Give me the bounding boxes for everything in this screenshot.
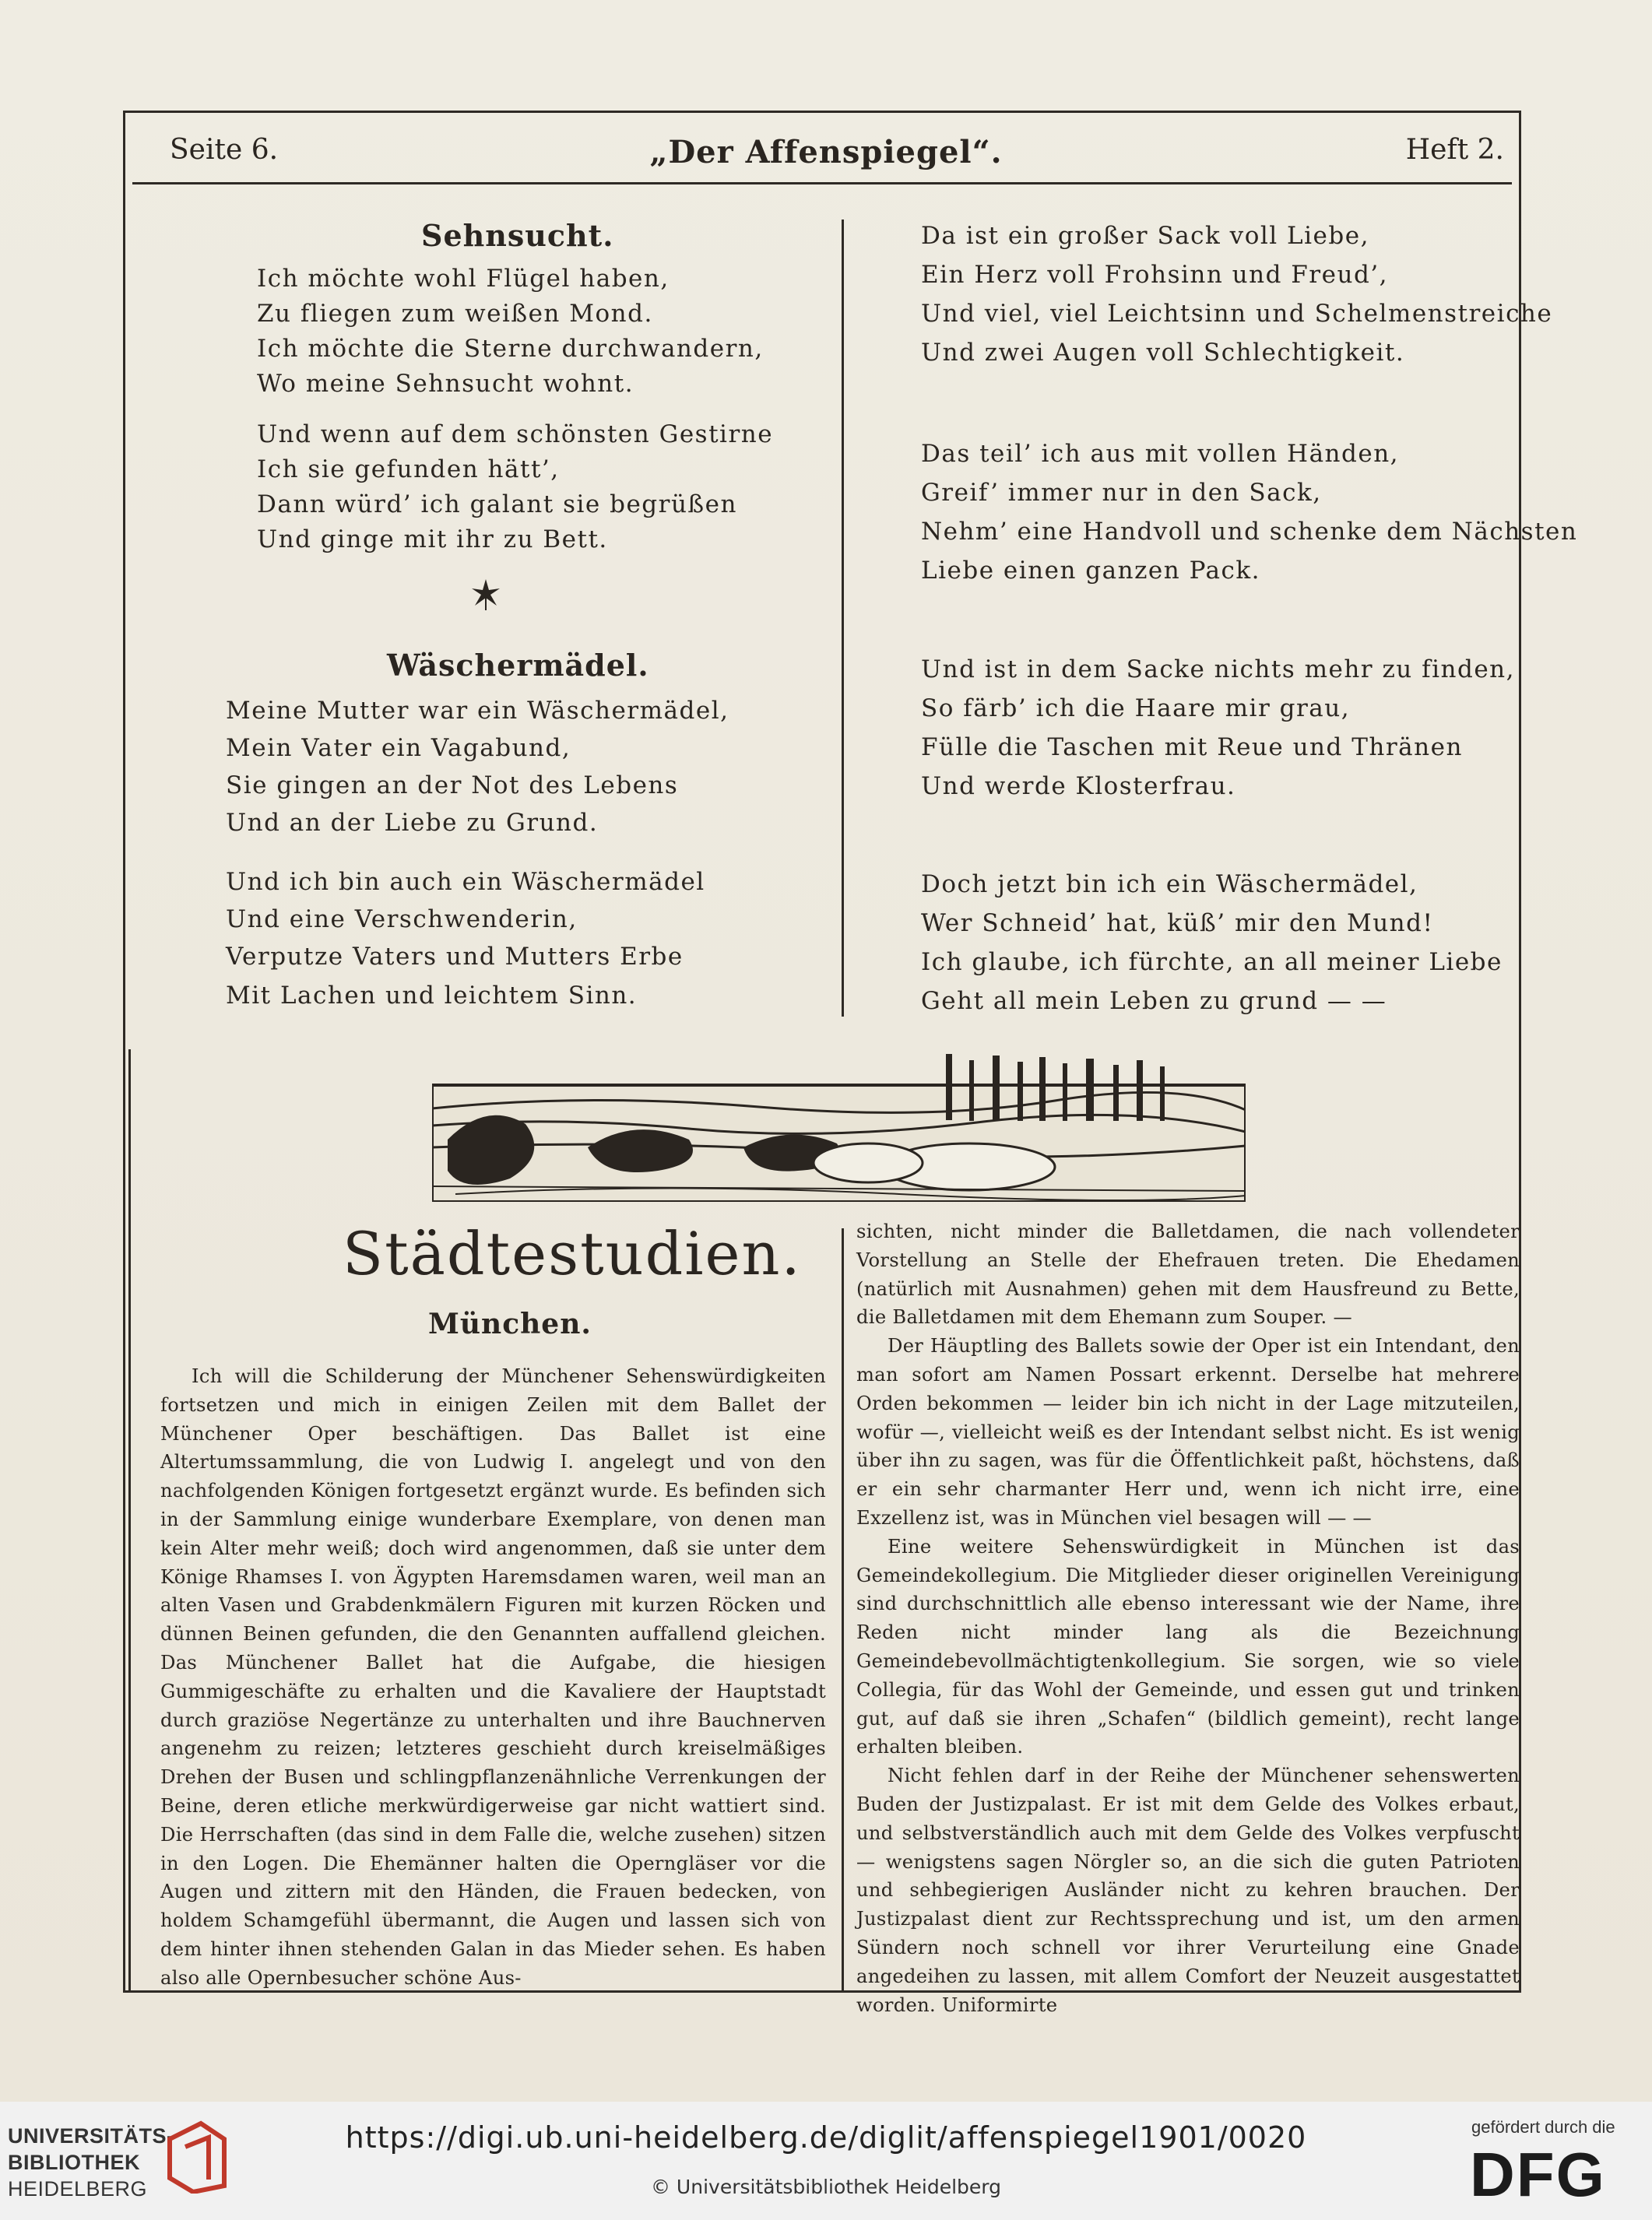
issue-number: Heft 2. — [1405, 134, 1504, 166]
viewer-footer — [0, 2102, 1652, 2220]
poem-line: Greif’ immer nur in den Sack, — [921, 479, 1322, 507]
poem-line: Und ich bin auch ein Wäschermädel — [226, 868, 705, 896]
library-name-line1: UNIVERSITÄTS- — [8, 2124, 174, 2148]
landscape-vignette-illustration — [432, 1054, 1246, 1202]
poem-line: So färb’ ich die Haare mir grau, — [921, 694, 1351, 722]
poem-line: Fülle die Taschen mit Reue und Thränen — [921, 733, 1463, 761]
poem-line: Wo meine Sehnsucht wohnt. — [257, 370, 634, 398]
article-paragraph: Ich will die Schilderung der Münchener Sehenswürdigkeiten fortsetzen und mich in einigen Zeilen mit dem Ballet der Münchener Oper beschäftigen. Das Ballet ist eine Altertumssammlung, die von Ludwig I. angelegt und von den nachfolgenden Königen fortgesetzt ergänzt wurde. Es befinden sich in der Sammlung einige wunderbare Exemplare, von denen man kein Alter mehr weiß; doch wird angenommen, daß sie unter dem Könige Rhamses I. von Ägypten Haremsdamen waren, weil man an alten Vasen und Grabdenkmälern Figuren mit kurzen Röcken und dünnen Beinen gefunden, die den Genannten auffallend gleichen. Das Münchener Ballet hat die Aufgabe, die hiesigen Gummigeschäfte zu erhalten und die Kavaliere der Hauptstadt durch graziöse Negertänze zu unterhalten und ihre Bauchnerven angenehm zu reizen; letzteres geschieht durch kreiselmäßiges Drehen der Busen und schlingpflanzenähnliche Verrenkungen der Beine, deren etliche merkwürdigerweise gar nicht wattiert sind. Die Herrschaften (das sind in dem Falle die, welche zusehen) sitzen in den Logen. Die Ehemänner halten die Operngläser vor die Augen und zittern mit den Händen, die Frauen bedecken, von holdem Schamgefühl übermannt, die Augen und lassen sich von dem hinter ihnen stehenden Galan in das Mieder sehen. Es haben also alle Opernbesucher schöne Aus- — [160, 1365, 826, 1989]
poem-line: Sie gingen an der Not des Lebens — [226, 771, 679, 799]
asterism-ornament — [470, 578, 501, 612]
poem-line: Und ist in dem Sacke nichts mehr zu finden, — [921, 655, 1515, 683]
poem-line: Verputze Vaters und Mutters Erbe — [226, 943, 684, 971]
dfg-logo: DFG — [1470, 2140, 1606, 2209]
poem-line: Nehm’ eine Handvoll und schenke dem Nächsten — [921, 518, 1578, 546]
funding-note: gefördert durch die — [1471, 2117, 1615, 2137]
article-paragraph: sichten, nicht minder die Balletdamen, die nach vollendeter Vorstellung an Stelle der Ehefrauen treten. Die Ehedamen (natürlich mit Ausnahmen) gehen mit dem Hausfreund zu Bette, die Balletdamen mit dem Ehemann zum Souper. — — [856, 1221, 1520, 1329]
library-name-line3: HEIDELBERG — [8, 2177, 148, 2201]
left-section-rule — [128, 1049, 131, 1993]
poem-line: Ein Herz voll Frohsinn und Freud’, — [921, 261, 1388, 289]
library-name-line2: BIBLIOTHEK — [8, 2151, 140, 2174]
article-paragraph: Eine weitere Sehenswürdigkeit in München ist das Gemeindekollegium. Die Mitglieder dieser originellen Vereinigung sind durchschnittlich alle ebenso interessant wie der Name, ihre Reden nicht minder lang als die Bezeichnung Gemeindebevollmächtigtenkollegium. Sie sorgen, wie so viele Collegia, für das Wohl der Gemeinde, und essen gut und trinken gut, auf daß sie ihren „Schafen“ (bildlich gemeint), recht lange erhalten bleiben. — [856, 1535, 1520, 1758]
article-column-right — [856, 1217, 1520, 2019]
journal-title: „Der Affenspiegel“. — [649, 134, 1003, 170]
column-divider-top — [842, 220, 844, 1017]
poem-line: Meine Mutter war ein Wäschermädel, — [226, 697, 729, 725]
poem-line: Da ist ein großer Sack voll Liebe, — [921, 222, 1369, 250]
poem-line: Das teil’ ich aus mit vollen Händen, — [921, 440, 1400, 468]
poem-line: Ich glaube, ich fürchte, an all meiner Liebe — [921, 948, 1503, 976]
poem-title-waeschermaedel: Wäschermädel. — [387, 648, 649, 683]
permalink-url[interactable]: https://digi.ub.uni-heidelberg.de/diglit/affenspiegel1901/0020 — [345, 2120, 1307, 2155]
poem-title-sehnsucht: Sehnsucht. — [421, 218, 614, 253]
poem-line: Doch jetzt bin ich ein Wäschermädel, — [921, 870, 1418, 898]
copyright-notice: © Universitätsbibliothek Heidelberg — [650, 2176, 1001, 2198]
poem-line: Zu fliegen zum weißen Mond. — [257, 300, 653, 328]
poem-line: Mit Lachen und leichtem Sinn. — [226, 982, 638, 1010]
poem-line: Und ginge mit ihr zu Bett. — [257, 525, 608, 553]
poem-line: Dann würd’ ich galant sie begrüßen — [257, 490, 737, 518]
article-subtitle: München. — [428, 1308, 592, 1340]
article-paragraph: Der Häuptling des Ballets sowie der Oper ist ein Intendant, den man sofort am Namen Possart erkennt. Derselbe hat mehrere Orden bekommen — leider bin ich nicht in der Lage mitzuteilen, wofür —, vielleicht weiß es der Intendant selbst nicht. Es ist wenig über ihn zu sagen, was für die Öffentlichkeit paßt, höchstens, daß er ein sehr charmanter Herr und, wenn ich nicht irre, eine Exzellenz ist, was in München viel besagen will — — — [856, 1335, 1520, 1529]
poem-line: Geht all mein Leben zu grund — — — [921, 987, 1387, 1015]
poem-line: Ich sie gefunden hätt’, — [257, 455, 560, 483]
article-paragraph: Nicht fehlen darf in der Reihe der Münchener sehenswerten Buden der Justizpalast. Er ist mit dem Gelde des Volkes erbaut, und selbstverständlich auch mit dem Gelde des Volkes verpfuscht — wenigstens sagen Nörgler so, an die sich die guten Patrioten und sehbegierigen Ausländer nicht zu kehren brauchen. Der Justizpalast dient zur Rechtssprechung und ist, um den armen Sündern noch schnell vor ihrer Verurteilung eine Gnade angedeihen zu lassen, mit allem Comfort der Neuzeit ausgestattet worden. Uniformirte — [856, 1765, 1520, 2016]
column-divider-bottom — [842, 1228, 844, 1993]
page-number: Seite 6. — [170, 134, 279, 166]
header-rule — [132, 182, 1512, 184]
poem-line: Ich möchte die Sterne durchwandern, — [257, 335, 764, 363]
poem-line: Ich möchte wohl Flügel haben, — [257, 265, 670, 293]
poem-line: Und eine Verschwenderin, — [226, 905, 578, 933]
poem-line: Liebe einen ganzen Pack. — [921, 557, 1261, 585]
poem-line: Und werde Klosterfrau. — [921, 772, 1236, 800]
poem-line: Und an der Liebe zu Grund. — [226, 809, 599, 837]
poem-line: Und zwei Augen voll Schlechtigkeit. — [921, 339, 1405, 367]
poem-line: Und viel, viel Leichtsinn und Schelmenstreiche — [921, 300, 1553, 328]
article-title: Städtestudien. — [343, 1219, 802, 1288]
article-column-left — [160, 1362, 826, 1993]
poem-line: Wer Schneid’ hat, küß’ mir den Mund! — [921, 909, 1434, 937]
poem-line: Und wenn auf dem schönsten Gestirne — [257, 420, 774, 448]
poem-line: Mein Vater ein Vagabund, — [226, 734, 571, 762]
